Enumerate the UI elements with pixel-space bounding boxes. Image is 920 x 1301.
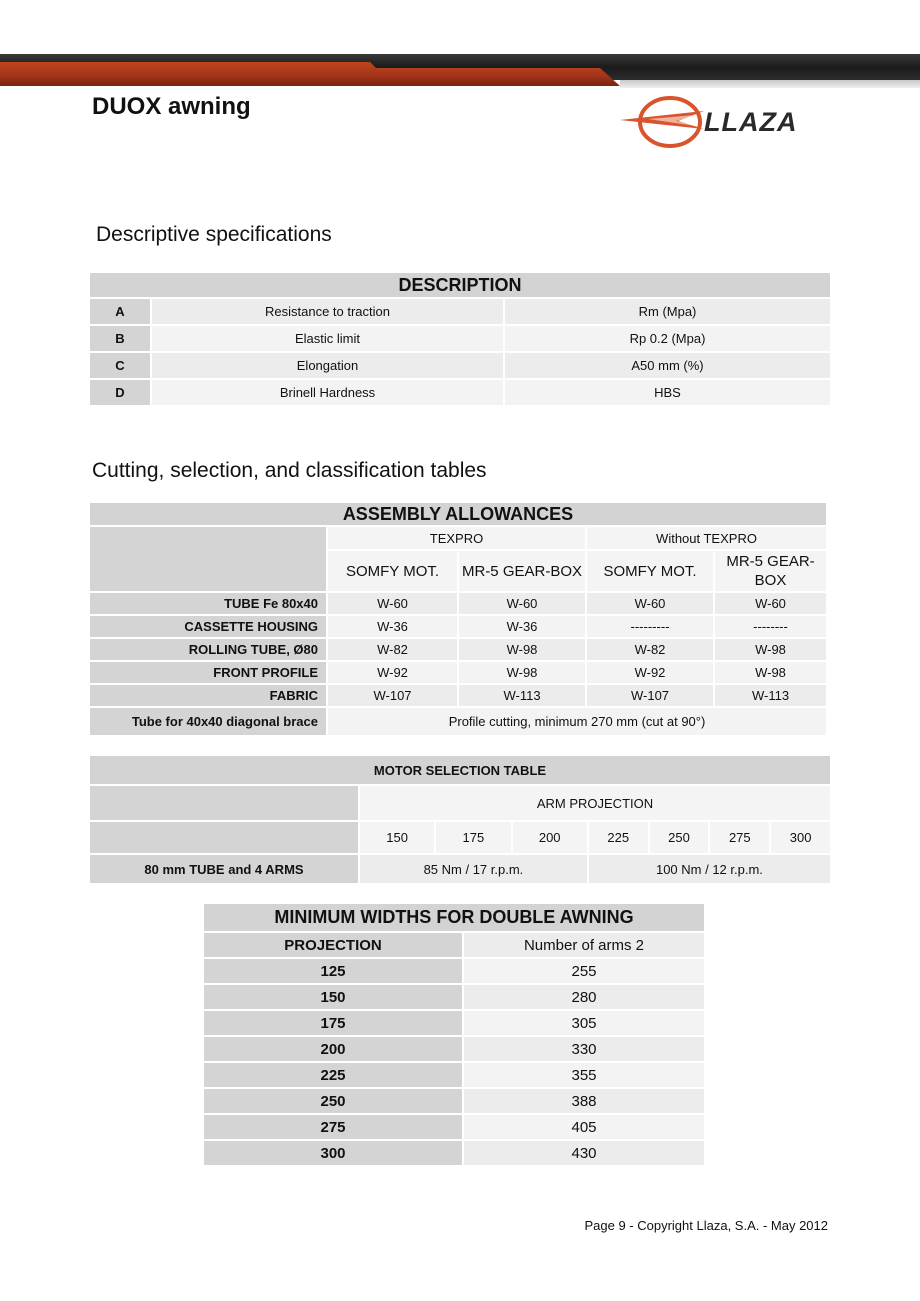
cell: W-60 xyxy=(328,593,457,614)
table-row xyxy=(204,1089,704,1113)
projection-cell: 200 xyxy=(204,1037,462,1061)
table-row xyxy=(90,708,826,735)
row-label: ROLLING TUBE, Ø80 xyxy=(90,639,326,660)
projection-cell: 225 xyxy=(204,1063,462,1087)
cell: W-113 xyxy=(715,685,826,706)
col-somfy: SOMFY MOT. xyxy=(328,551,457,591)
col-mr5: MR-5 GEAR-BOX xyxy=(459,551,585,591)
table-row xyxy=(90,593,826,614)
width-cell: 255 xyxy=(464,959,704,983)
table-row xyxy=(204,1037,704,1061)
row-key: B xyxy=(90,326,150,351)
cell: W-36 xyxy=(459,616,585,637)
torque-low: 85 Nm / 17 r.p.m. xyxy=(360,855,587,883)
section-cutting: Cutting, selection, and classification tables xyxy=(92,459,487,482)
width-cell: 355 xyxy=(464,1063,704,1087)
group-texpro: TEXPRO xyxy=(328,527,585,549)
cell: W-60 xyxy=(715,593,826,614)
row-label: 80 mm TUBE and 4 ARMS xyxy=(90,855,358,883)
cell: W-60 xyxy=(459,593,585,614)
widths-title: MINIMUM WIDTHS FOR DOUBLE AWNING xyxy=(204,904,704,931)
table-row xyxy=(90,380,830,405)
table-row xyxy=(204,959,704,983)
cell: W-98 xyxy=(459,639,585,660)
projection-value: 175 xyxy=(436,822,510,853)
col-mr5: MR-5 GEAR-BOX xyxy=(715,551,826,591)
cell: W-60 xyxy=(587,593,713,614)
cell: -------- xyxy=(715,616,826,637)
cell: W-82 xyxy=(587,639,713,660)
row-label: FRONT PROFILE xyxy=(90,662,326,683)
motor-selection-table xyxy=(88,754,832,885)
width-cell: 430 xyxy=(464,1141,704,1165)
width-cell: 280 xyxy=(464,985,704,1009)
cell: W-82 xyxy=(328,639,457,660)
motor-corner xyxy=(90,822,358,853)
cell: W-36 xyxy=(328,616,457,637)
row-key: A xyxy=(90,299,150,324)
row-label: FABRIC xyxy=(90,685,326,706)
table-row xyxy=(90,685,826,706)
row-unit: HBS xyxy=(505,380,830,405)
page-footer: Page 9 - Copyright Llaza, S.A. - May 2012 xyxy=(584,1218,828,1233)
table-row xyxy=(90,616,826,637)
minimum-widths-table xyxy=(202,902,706,1167)
row-label: Tube for 40x40 diagonal brace xyxy=(90,708,326,735)
cell: W-107 xyxy=(328,685,457,706)
row-property: Brinell Hardness xyxy=(152,380,503,405)
table-row xyxy=(90,299,830,324)
row-label: TUBE Fe 80x40 xyxy=(90,593,326,614)
width-cell: 305 xyxy=(464,1011,704,1035)
width-cell: 405 xyxy=(464,1115,704,1139)
projection-cell: 300 xyxy=(204,1141,462,1165)
projection-value: 300 xyxy=(771,822,830,853)
row-unit: Rm (Mpa) xyxy=(505,299,830,324)
llaza-logo xyxy=(618,93,833,151)
row-property: Elongation xyxy=(152,353,503,378)
group-without-texpro: Without TEXPRO xyxy=(587,527,826,549)
table-row xyxy=(90,326,830,351)
assembly-corner xyxy=(90,527,326,591)
projection-cell: 150 xyxy=(204,985,462,1009)
cell: W-92 xyxy=(587,662,713,683)
col-arms: Number of arms 2 xyxy=(464,933,704,957)
table-row xyxy=(90,639,826,660)
projection-cell: 125 xyxy=(204,959,462,983)
row-label: CASSETTE HOUSING xyxy=(90,616,326,637)
assembly-title: ASSEMBLY ALLOWANCES xyxy=(90,503,826,525)
cell: W-107 xyxy=(587,685,713,706)
section-descriptive: Descriptive specifications xyxy=(96,223,332,246)
row-unit: A50 mm (%) xyxy=(505,353,830,378)
table-row xyxy=(204,1115,704,1139)
table-row xyxy=(204,1063,704,1087)
col-somfy: SOMFY MOT. xyxy=(587,551,713,591)
projection-value: 150 xyxy=(360,822,434,853)
row-property: Resistance to traction xyxy=(152,299,503,324)
row-key: D xyxy=(90,380,150,405)
row-property: Elastic limit xyxy=(152,326,503,351)
table-row xyxy=(90,353,830,378)
width-cell: 330 xyxy=(464,1037,704,1061)
width-cell: 388 xyxy=(464,1089,704,1113)
cell: W-98 xyxy=(715,662,826,683)
brace-value: Profile cutting, minimum 270 mm (cut at 90°) xyxy=(328,708,826,735)
projection-value: 200 xyxy=(513,822,587,853)
document-title: DUOX awning xyxy=(92,93,251,120)
table-row xyxy=(90,662,826,683)
row-key: C xyxy=(90,353,150,378)
arm-projection: ARM PROJECTION xyxy=(360,786,830,820)
cell: W-98 xyxy=(459,662,585,683)
description-table xyxy=(88,271,832,407)
table-row xyxy=(204,1011,704,1035)
cell: W-92 xyxy=(328,662,457,683)
torque-high: 100 Nm / 12 r.p.m. xyxy=(589,855,830,883)
motor-title: MOTOR SELECTION TABLE xyxy=(90,756,830,784)
projection-value: 275 xyxy=(710,822,769,853)
projection-cell: 175 xyxy=(204,1011,462,1035)
projection-cell: 250 xyxy=(204,1089,462,1113)
logo-wordmark: LLAZA xyxy=(704,107,798,137)
projection-value: 250 xyxy=(650,822,709,853)
table-row xyxy=(90,855,830,883)
table-row xyxy=(204,1141,704,1165)
projection-value: 225 xyxy=(589,822,648,853)
row-unit: Rp 0.2 (Mpa) xyxy=(505,326,830,351)
table-row xyxy=(204,985,704,1009)
description-title: DESCRIPTION xyxy=(90,273,830,297)
assembly-table xyxy=(88,501,828,737)
cell: W-113 xyxy=(459,685,585,706)
motor-corner xyxy=(90,786,358,820)
cell: W-98 xyxy=(715,639,826,660)
projection-cell: 275 xyxy=(204,1115,462,1139)
cell: --------- xyxy=(587,616,713,637)
col-projection: PROJECTION xyxy=(204,933,462,957)
header-band-grey xyxy=(620,80,920,88)
